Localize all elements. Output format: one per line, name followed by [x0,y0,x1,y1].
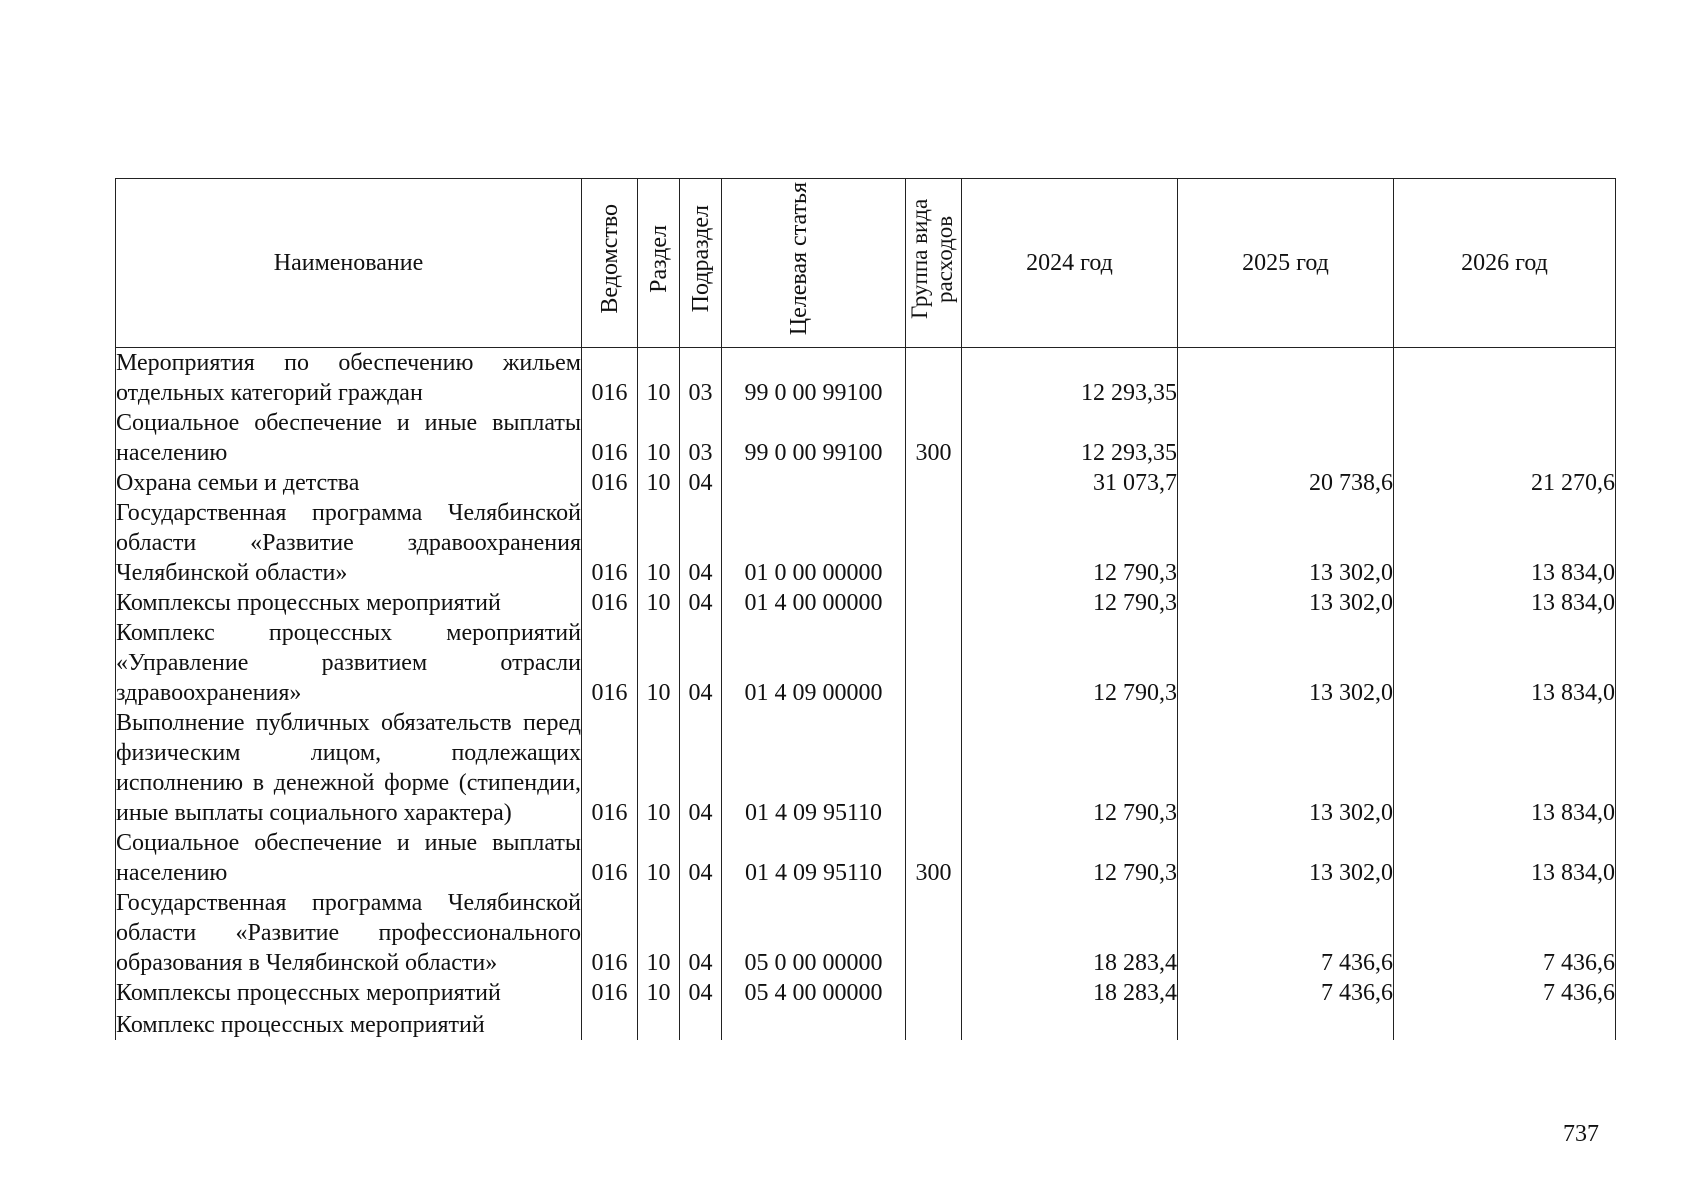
table-row [116,348,1616,409]
cell-name: Социальное обеспечение и иные выплаты населению [116,830,581,886]
cell-2026: 21 270,6 [1394,468,1616,498]
cell-section: 10 [638,708,680,828]
cell-2024: 31 073,7 [962,468,1178,498]
header-2025: 2025 год [1178,179,1394,348]
cell-2025: 13 302,0 [1178,618,1394,708]
cell-expense-group [906,1008,962,1040]
cell-2025: 13 302,0 [1178,828,1394,888]
cell-name: Комплекс процессных мероприятий [116,1008,582,1040]
cell-2026 [1394,348,1616,409]
cell-2024: 18 283,4 [962,978,1178,1008]
cell-expense-group [906,618,962,708]
cell-2026: 7 436,6 [1394,978,1616,1008]
header-2026: 2026 год [1394,179,1616,348]
cell-2024: 18 283,4 [962,888,1178,978]
table-row [116,888,1616,978]
cell-expense-group [906,888,962,978]
cell-2026: 13 834,0 [1394,588,1616,618]
table-row [116,468,1616,498]
cell-2025 [1178,348,1394,409]
cell-target: 01 4 09 95110 [722,708,906,828]
header-subsection: Подраздел [680,179,722,348]
cell-subsection [680,1008,722,1040]
cell-2025 [1178,1008,1394,1040]
cell-2024: 12 790,3 [962,588,1178,618]
cell-section: 10 [638,498,680,588]
cell-name: Мероприятия по обеспечению жильем отдельных категорий граждан [116,348,582,409]
cell-dept: 016 [582,468,638,498]
cell-section [638,1008,680,1040]
cell-name: Государственная программа Челябинской области «Развитие здравоохранения Челябинской области» [116,500,581,586]
cell-expense-group [906,978,962,1008]
cell-section: 10 [638,828,680,888]
cell-2025: 7 436,6 [1178,978,1394,1008]
cell-subsection: 04 [680,498,722,588]
cell-dept: 016 [582,498,638,588]
cell-name: Охрана семьи и детства [116,468,582,498]
cell-dept: 016 [582,978,638,1008]
cell-subsection: 04 [680,618,722,708]
header-target: Целевая статья [722,179,906,348]
header-expense-group: Группа вида расходов [906,179,962,348]
cell-name: Комплексы процессных мероприятий [116,588,582,618]
cell-target: 01 4 00 00000 [722,588,906,618]
cell-expense-group [906,588,962,618]
table-row [116,408,1616,468]
cell-section: 10 [638,348,680,409]
cell-2024: 12 293,35 [962,408,1178,468]
cell-2024: 12 790,3 [962,708,1178,828]
cell-2025: 13 302,0 [1178,708,1394,828]
cell-section: 10 [638,408,680,468]
cell-target: 01 4 09 00000 [722,618,906,708]
cell-2025: 20 738,6 [1178,468,1394,498]
table-row [116,498,1616,588]
cell-subsection: 03 [680,408,722,468]
header-2024: 2024 год [962,179,1178,348]
cell-dept: 016 [582,408,638,468]
cell-subsection: 04 [680,468,722,498]
cell-2024 [962,1008,1178,1040]
cell-subsection: 04 [680,708,722,828]
cell-target [722,1008,906,1040]
table-row [116,1008,1616,1040]
cell-target: 01 4 09 95110 [722,828,906,888]
table-row [116,978,1616,1008]
cell-2024: 12 293,35 [962,348,1178,409]
table-row [116,708,1616,828]
cell-dept: 016 [582,708,638,828]
cell-dept: 016 [582,618,638,708]
cell-2025 [1178,408,1394,468]
cell-2025: 13 302,0 [1178,498,1394,588]
cell-section: 10 [638,588,680,618]
cell-section: 10 [638,978,680,1008]
cell-expense-group [906,708,962,828]
cell-name: Комплексы процессных мероприятий [116,978,582,1008]
cell-2024: 12 790,3 [962,498,1178,588]
cell-2026: 13 834,0 [1394,708,1616,828]
header-name: Наименование [116,179,582,348]
cell-section: 10 [638,888,680,978]
cell-2026 [1394,408,1616,468]
cell-expense-group [906,498,962,588]
cell-expense-group: 300 [906,408,962,468]
cell-name: Государственная программа Челябинской области «Развитие профессионального образования в Челябинской области» [116,890,581,976]
cell-target: 99 0 00 99100 [722,408,906,468]
table-row [116,588,1616,618]
cell-dept: 016 [582,888,638,978]
cell-section: 10 [638,468,680,498]
cell-subsection: 04 [680,588,722,618]
cell-expense-group [906,468,962,498]
cell-dept: 016 [582,828,638,888]
cell-name: Комплекс процессных мероприятий «Управление развитием отрасли здравоохранения» [116,620,581,706]
header-dept: Ведомство [582,179,638,348]
cell-section: 10 [638,618,680,708]
cell-target [722,468,906,498]
cell-2026 [1394,1008,1616,1040]
cell-target: 05 4 00 00000 [722,978,906,1008]
cell-name: Выполнение публичных обязательств перед физическим лицом, подлежащих исполнению в денежной форме (стипендии, иные выплаты социального характера) [116,710,581,826]
cell-2026: 13 834,0 [1394,498,1616,588]
budget-table [115,178,1616,1040]
table-body [116,348,1616,1041]
cell-2025: 7 436,6 [1178,888,1394,978]
cell-2025: 13 302,0 [1178,588,1394,618]
cell-expense-group: 300 [906,828,962,888]
cell-target: 99 0 00 99100 [722,348,906,409]
cell-target: 05 0 00 00000 [722,888,906,978]
cell-2026: 7 436,6 [1394,888,1616,978]
table-row [116,618,1616,708]
header-section: Раздел [638,179,680,348]
cell-target: 01 0 00 00000 [722,498,906,588]
cell-2024: 12 790,3 [962,618,1178,708]
cell-2024: 12 790,3 [962,828,1178,888]
cell-subsection: 03 [680,348,722,409]
table-row [116,828,1616,888]
cell-subsection: 04 [680,978,722,1008]
cell-dept: 016 [582,588,638,618]
cell-2026: 13 834,0 [1394,828,1616,888]
cell-subsection: 04 [680,888,722,978]
cell-subsection: 04 [680,828,722,888]
cell-name: Социальное обеспечение и иные выплаты населению [116,410,581,466]
page-number: 737 [1563,1121,1599,1147]
cell-2026: 13 834,0 [1394,618,1616,708]
cell-expense-group [906,348,962,409]
cell-dept [582,1008,638,1040]
header-row [116,179,1616,348]
cell-dept: 016 [582,348,638,409]
